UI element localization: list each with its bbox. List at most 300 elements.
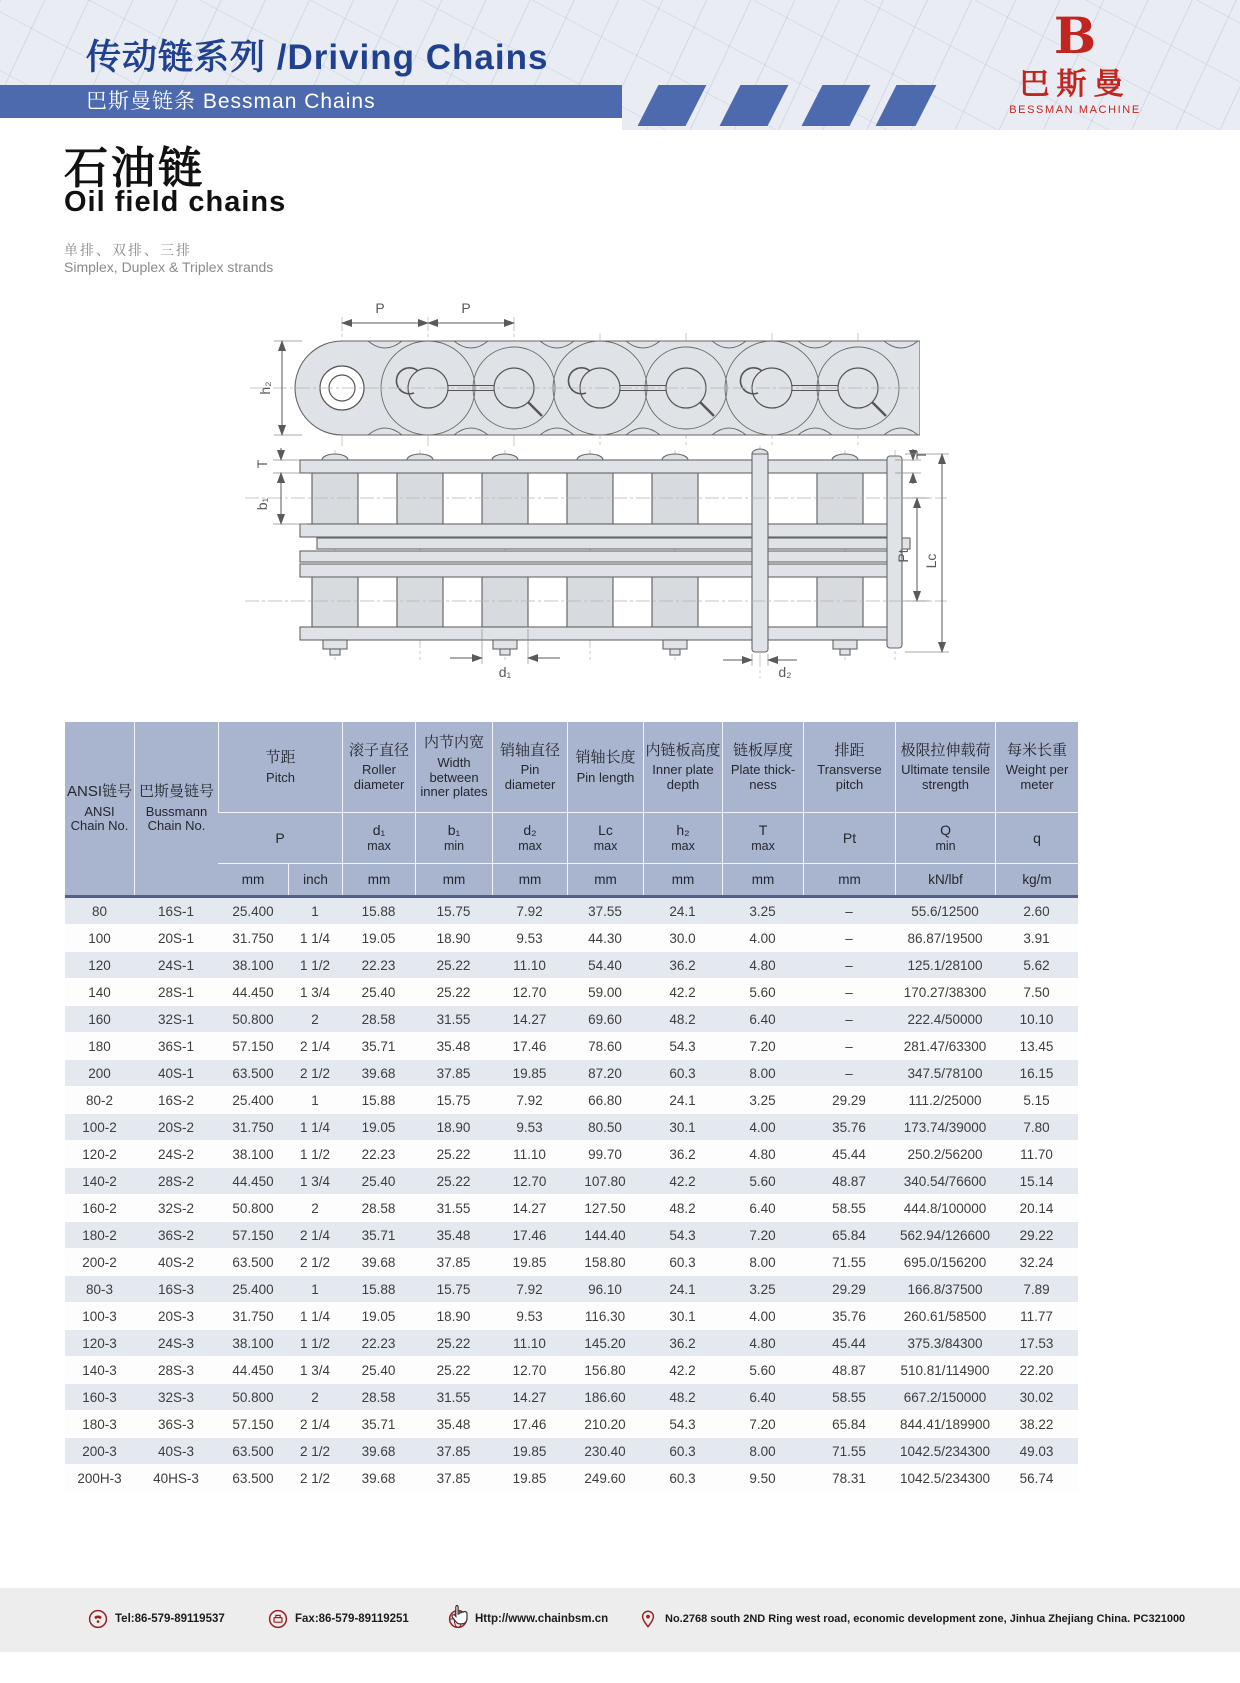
pin-dia-zh: 销轴直径	[500, 741, 561, 759]
table-cell: 28S-1	[134, 979, 218, 1006]
col-header-bussmann-en: Bussmann Chain No.	[145, 803, 208, 834]
table-cell: 17.46	[492, 1411, 567, 1438]
table-cell: 25.40	[342, 979, 415, 1006]
table-cell: 54.3	[643, 1222, 722, 1249]
table-cell: 66.80	[567, 1087, 643, 1114]
table-row	[65, 1222, 1078, 1249]
pitch-en: Pitch	[266, 769, 295, 785]
table-cell: 16S-3	[134, 1276, 218, 1303]
table-cell: 160-3	[65, 1384, 134, 1411]
table-cell: 20S-1	[134, 925, 218, 952]
table-cell: 45.44	[803, 1141, 895, 1168]
table-cell: 24.1	[643, 1276, 722, 1303]
table-cell: 30.1	[643, 1303, 722, 1330]
table-cell: 160	[65, 1006, 134, 1033]
dim-label-b1: b₁	[254, 497, 270, 511]
dim-label-h2: h₂	[257, 381, 273, 395]
table-cell: 667.2/150000	[895, 1384, 995, 1411]
symbol-pt: Pt	[803, 812, 895, 863]
table-cell: 7.92	[492, 895, 567, 925]
dim-label-lc: Lc	[923, 553, 939, 569]
table-cell: 54.3	[643, 1411, 722, 1438]
table-cell: 18.90	[415, 1114, 492, 1141]
table-row	[65, 1168, 1078, 1195]
table-cell: 7.20	[722, 1411, 803, 1438]
footer-tel	[88, 1609, 225, 1629]
table-cell: 222.4/50000	[895, 1006, 995, 1033]
table-cell: 63.500	[218, 1249, 288, 1276]
table-cell: 11.10	[492, 1330, 567, 1357]
table-cell: 1 1/4	[288, 925, 342, 952]
table-cell: 96.10	[567, 1276, 643, 1303]
table-cell: 19.85	[492, 1060, 567, 1087]
table-cell: 2	[288, 1195, 342, 1222]
table-cell: 31.750	[218, 1303, 288, 1330]
table-cell: 50.800	[218, 1384, 288, 1411]
table-cell: 9.50	[722, 1465, 803, 1492]
table-cell: 3.25	[722, 895, 803, 925]
unit-h2: mm	[643, 863, 722, 895]
table-cell: 31.55	[415, 1006, 492, 1033]
table-cell: 32S-2	[134, 1195, 218, 1222]
table-row	[65, 1384, 1078, 1411]
table-cell: 100-3	[65, 1303, 134, 1330]
dim-label-t-left: T	[254, 459, 270, 469]
table-cell: 7.20	[722, 1222, 803, 1249]
tensile-zh: 极限拉伸载荷	[900, 741, 991, 759]
table-cell: 375.3/84300	[895, 1330, 995, 1357]
table-cell: 24S-2	[134, 1141, 218, 1168]
table-cell: 127.50	[567, 1195, 643, 1222]
table-cell: 4.80	[722, 952, 803, 979]
table-cell: 31.750	[218, 1114, 288, 1141]
table-cell: 24S-1	[134, 952, 218, 979]
table-cell: 80.50	[567, 1114, 643, 1141]
table-cell: 260.61/58500	[895, 1303, 995, 1330]
unit-lc: mm	[567, 863, 643, 895]
table-cell: 2.60	[995, 895, 1078, 925]
table-cell: 31.55	[415, 1195, 492, 1222]
symbol-lc: Lc max	[567, 812, 643, 863]
table-cell: 11.77	[995, 1303, 1078, 1330]
table-cell: 1	[288, 895, 342, 925]
table-row	[65, 925, 1078, 952]
table-cell: 25.22	[415, 1357, 492, 1384]
table-cell: –	[803, 979, 895, 1006]
table-cell: 12.70	[492, 979, 567, 1006]
table-cell: 510.81/114900	[895, 1357, 995, 1384]
table-cell: 42.2	[643, 979, 722, 1006]
symbol-d2: d₂ max	[492, 812, 567, 863]
table-cell: 1 1/4	[288, 1303, 342, 1330]
table-cell: 36.2	[643, 1330, 722, 1357]
table-row	[65, 1303, 1078, 1330]
table-cell: 54.40	[567, 952, 643, 979]
table-cell: 36S-3	[134, 1411, 218, 1438]
table-cell: 1 3/4	[288, 1168, 342, 1195]
table-cell: 50.800	[218, 1006, 288, 1033]
table-cell: 58.55	[803, 1384, 895, 1411]
table-cell: 107.80	[567, 1168, 643, 1195]
table-cell: 17.53	[995, 1330, 1078, 1357]
table-cell: 80-2	[65, 1087, 134, 1114]
table-cell: 35.76	[803, 1303, 895, 1330]
table-cell: 25.400	[218, 1276, 288, 1303]
table-cell: 29.29	[803, 1087, 895, 1114]
table-cell: 30.0	[643, 925, 722, 952]
table-cell: 31.750	[218, 925, 288, 952]
table-cell: 5.60	[722, 979, 803, 1006]
table-cell: 14.27	[492, 1006, 567, 1033]
table-cell: 2 1/2	[288, 1249, 342, 1276]
table-cell: 7.92	[492, 1276, 567, 1303]
table-cell: 80-3	[65, 1276, 134, 1303]
spec-table-body	[65, 895, 1078, 1492]
dim-label-pt: Pt	[895, 549, 911, 563]
table-cell: 63.500	[218, 1438, 288, 1465]
footer-fax	[268, 1609, 409, 1629]
table-cell: 36S-1	[134, 1033, 218, 1060]
symbol-d1: d₁ max	[342, 812, 415, 863]
table-cell: 2 1/2	[288, 1438, 342, 1465]
table-cell: 2 1/2	[288, 1465, 342, 1492]
weight-en: Weight per meter	[1005, 762, 1069, 792]
pin-length-zh: 销轴长度	[575, 748, 636, 766]
footer-fax-text: Fax:86-579-89119251	[295, 1613, 409, 1625]
table-cell: 250.2/56200	[895, 1141, 995, 1168]
table-cell: 42.2	[643, 1168, 722, 1195]
table-cell: 15.75	[415, 1276, 492, 1303]
table-cell: 35.71	[342, 1033, 415, 1060]
table-cell: 69.60	[567, 1006, 643, 1033]
table-cell: 140-3	[65, 1357, 134, 1384]
table-cell: 7.92	[492, 1087, 567, 1114]
logo-monogram-icon: B	[1053, 6, 1097, 65]
footer-bar	[0, 1588, 1240, 1652]
table-cell: 11.10	[492, 1141, 567, 1168]
symbol-h2: h₂ max	[643, 812, 722, 863]
roller-dia-zh: 滚子直径	[349, 741, 410, 759]
table-row	[65, 1006, 1078, 1033]
table-cell: 140-2	[65, 1168, 134, 1195]
col-header-pin-dia	[492, 722, 567, 812]
symbol-p: P	[218, 812, 342, 863]
table-cell: 22.23	[342, 952, 415, 979]
unit-b1: mm	[415, 863, 492, 895]
logo-name-en: BESSMAN MACHINE	[1009, 104, 1141, 116]
table-cell: 20S-3	[134, 1303, 218, 1330]
table-cell: 2 1/4	[288, 1033, 342, 1060]
table-cell: 180-2	[65, 1222, 134, 1249]
table-row	[65, 895, 1078, 925]
table-cell: 39.68	[342, 1438, 415, 1465]
table-cell: 22.23	[342, 1141, 415, 1168]
col-header-pitch	[218, 722, 342, 812]
table-cell: 145.20	[567, 1330, 643, 1357]
table-cell: 44.450	[218, 1168, 288, 1195]
table-row	[65, 979, 1078, 1006]
table-cell: 24S-3	[134, 1330, 218, 1357]
series-title-zh: 传动链系列	[86, 38, 267, 77]
dim-label-t-right: T	[913, 450, 929, 460]
col-header-tensile	[895, 722, 995, 812]
table-cell: 19.85	[492, 1249, 567, 1276]
table-cell: 173.74/39000	[895, 1114, 995, 1141]
footer-web-link[interactable]: Http://www.chainbsm.cn	[475, 1613, 609, 1625]
table-cell: 158.80	[567, 1249, 643, 1276]
subtitle-zh: 单排、双排、三排	[64, 242, 192, 258]
table-cell: 2	[288, 1006, 342, 1033]
table-cell: 15.88	[342, 1276, 415, 1303]
banner-stripe	[638, 85, 707, 126]
col-header-ansi-zh: ANSI链号	[66, 783, 132, 801]
unit-d1: mm	[342, 863, 415, 895]
table-cell: 40S-1	[134, 1060, 218, 1087]
table-cell: 16S-2	[134, 1087, 218, 1114]
table-cell: 17.46	[492, 1222, 567, 1249]
table-cell: 35.71	[342, 1411, 415, 1438]
table-cell: 7.20	[722, 1033, 803, 1060]
banner-stripe	[720, 85, 789, 126]
table-cell: 28.58	[342, 1195, 415, 1222]
table-row	[65, 1087, 1078, 1114]
table-cell: 38.100	[218, 952, 288, 979]
transverse-pitch-zh: 排距	[834, 741, 865, 759]
table-cell: 80	[65, 895, 134, 925]
table-cell: 63.500	[218, 1465, 288, 1492]
table-cell: 10.10	[995, 1006, 1078, 1033]
table-cell: 14.27	[492, 1384, 567, 1411]
mouse-cursor	[449, 1604, 471, 1628]
table-cell: 39.68	[342, 1249, 415, 1276]
table-cell: 25.22	[415, 1330, 492, 1357]
table-cell: 20S-2	[134, 1114, 218, 1141]
table-cell: 28S-3	[134, 1357, 218, 1384]
table-cell: 3.25	[722, 1276, 803, 1303]
table-cell: 12.70	[492, 1357, 567, 1384]
table-row	[65, 1141, 1078, 1168]
header-names-row	[65, 722, 1078, 812]
table-cell: –	[803, 1060, 895, 1087]
footer-tel-text: Tel:86-579-89119537	[115, 1613, 225, 1625]
pitch-zh: 节距	[265, 748, 296, 766]
table-cell: 35.48	[415, 1033, 492, 1060]
table-cell: 37.85	[415, 1438, 492, 1465]
table-cell: 57.150	[218, 1411, 288, 1438]
table-cell: 40HS-3	[134, 1465, 218, 1492]
pin-dia-en: Pin diameter	[504, 762, 556, 792]
table-cell: 30.02	[995, 1384, 1078, 1411]
unit-pt: mm	[803, 863, 895, 895]
table-cell: 65.84	[803, 1411, 895, 1438]
table-cell: 186.60	[567, 1384, 643, 1411]
chain-plan-view-drawing	[245, 446, 955, 682]
unit-t: mm	[722, 863, 803, 895]
table-row	[65, 1060, 1078, 1087]
col-header-ansi-en: ANSI Chain No.	[70, 803, 129, 834]
table-cell: –	[803, 895, 895, 925]
table-cell: 28.58	[342, 1006, 415, 1033]
col-header-pin-length	[567, 722, 643, 812]
unit-p-inch: inch	[288, 863, 342, 895]
table-row	[65, 1330, 1078, 1357]
table-cell: 38.22	[995, 1411, 1078, 1438]
table-cell: 695.0/156200	[895, 1249, 995, 1276]
table-cell: 25.22	[415, 1141, 492, 1168]
table-cell: 20.14	[995, 1195, 1078, 1222]
col-header-bussmann	[134, 722, 218, 895]
table-cell: 2 1/2	[288, 1060, 342, 1087]
table-cell: 25.22	[415, 979, 492, 1006]
table-cell: 87.20	[567, 1060, 643, 1087]
table-cell: 249.60	[567, 1465, 643, 1492]
table-cell: 25.22	[415, 1168, 492, 1195]
table-cell: 25.40	[342, 1168, 415, 1195]
symbol-q: q	[995, 812, 1078, 863]
table-cell: 78.60	[567, 1033, 643, 1060]
table-cell: 15.75	[415, 1087, 492, 1114]
table-cell: 19.05	[342, 1114, 415, 1141]
banner-spacer	[0, 118, 622, 130]
table-cell: 5.15	[995, 1087, 1078, 1114]
table-cell: 7.80	[995, 1114, 1078, 1141]
table-cell: 25.400	[218, 895, 288, 925]
table-cell: 6.40	[722, 1195, 803, 1222]
table-cell: 1 3/4	[288, 979, 342, 1006]
table-cell: 24.1	[643, 895, 722, 925]
table-cell: 35.71	[342, 1222, 415, 1249]
table-cell: 200-3	[65, 1438, 134, 1465]
dim-label-d1: d₁	[498, 664, 512, 680]
plate-thickness-en: Plate thick-ness	[730, 762, 796, 792]
table-cell: 48.2	[643, 1006, 722, 1033]
table-cell: 200	[65, 1060, 134, 1087]
plate-depth-zh: 内链板高度	[645, 741, 721, 759]
table-cell: 844.41/189900	[895, 1411, 995, 1438]
table-cell: 4.00	[722, 1114, 803, 1141]
subtitle-en: Simplex, Duplex & Triplex strands	[64, 259, 274, 275]
table-cell: 59.00	[567, 979, 643, 1006]
table-cell: 2 1/4	[288, 1222, 342, 1249]
weight-zh: 每米长重	[1007, 741, 1068, 759]
logo-name-zh: 巴斯曼	[1019, 68, 1131, 101]
table-cell: 11.10	[492, 952, 567, 979]
table-row	[65, 1438, 1078, 1465]
table-cell: 125.1/28100	[895, 952, 995, 979]
col-header-plate-depth	[643, 722, 722, 812]
table-cell: 58.55	[803, 1195, 895, 1222]
table-cell: 16.15	[995, 1060, 1078, 1087]
page-title-en: Oil field chains	[64, 186, 287, 218]
table-cell: 1 1/2	[288, 952, 342, 979]
table-cell: 8.00	[722, 1438, 803, 1465]
banner-stripe	[802, 85, 871, 126]
table-cell: 60.3	[643, 1465, 722, 1492]
table-cell: 1 1/4	[288, 1114, 342, 1141]
table-cell: 4.80	[722, 1141, 803, 1168]
table-cell: 44.450	[218, 979, 288, 1006]
dim-label-d2: d₂	[778, 664, 792, 680]
table-cell: 1	[288, 1087, 342, 1114]
col-header-weight	[995, 722, 1078, 812]
table-cell: 180-3	[65, 1411, 134, 1438]
table-cell: 116.30	[567, 1303, 643, 1330]
table-row	[65, 1249, 1078, 1276]
chain-side-view-drawing	[250, 293, 920, 451]
table-cell: 120-2	[65, 1141, 134, 1168]
table-cell: 65.84	[803, 1222, 895, 1249]
table-cell: 18.90	[415, 925, 492, 952]
table-cell: 31.55	[415, 1384, 492, 1411]
table-cell: 55.6/12500	[895, 895, 995, 925]
table-cell: 3.25	[722, 1087, 803, 1114]
table-cell: 562.94/126600	[895, 1222, 995, 1249]
table-cell: 63.500	[218, 1060, 288, 1087]
table-cell: 50.800	[218, 1195, 288, 1222]
table-cell: 1	[288, 1276, 342, 1303]
table-cell: 40S-2	[134, 1249, 218, 1276]
table-cell: 6.40	[722, 1384, 803, 1411]
unit-p-mm: mm	[218, 863, 288, 895]
col-header-inner-width	[415, 722, 492, 812]
table-cell: 37.85	[415, 1060, 492, 1087]
table-cell: 12.70	[492, 1168, 567, 1195]
col-header-transverse-pitch	[803, 722, 895, 812]
table-cell: 9.53	[492, 1114, 567, 1141]
spec-table-header	[65, 722, 1078, 895]
table-cell: 25.22	[415, 952, 492, 979]
sub-banner-label: 巴斯曼链条 Bessman Chains	[86, 90, 376, 113]
table-cell: 48.87	[803, 1168, 895, 1195]
table-cell: 48.87	[803, 1357, 895, 1384]
table-cell: 166.8/37500	[895, 1276, 995, 1303]
table-cell: 86.87/19500	[895, 925, 995, 952]
table-row	[65, 1411, 1078, 1438]
table-cell: 1042.5/234300	[895, 1465, 995, 1492]
table-cell: 281.47/63300	[895, 1033, 995, 1060]
table-cell: –	[803, 925, 895, 952]
table-row	[65, 1465, 1078, 1492]
table-cell: 60.3	[643, 1060, 722, 1087]
table-row	[65, 1114, 1078, 1141]
table-cell: 28.58	[342, 1384, 415, 1411]
unit-weight: kg/m	[995, 863, 1078, 895]
sub-banner	[0, 85, 622, 118]
table-cell: 37.85	[415, 1249, 492, 1276]
series-title-en: /Driving Chains	[266, 38, 549, 77]
table-cell: 230.40	[567, 1438, 643, 1465]
table-cell: 120	[65, 952, 134, 979]
table-cell: 16S-1	[134, 895, 218, 925]
table-cell: 25.40	[342, 1357, 415, 1384]
col-header-roller-dia	[342, 722, 415, 812]
table-cell: 71.55	[803, 1249, 895, 1276]
table-cell: 36S-2	[134, 1222, 218, 1249]
table-cell: 210.20	[567, 1411, 643, 1438]
pin-length-en: Pin length	[576, 769, 635, 785]
table-cell: 44.450	[218, 1357, 288, 1384]
footer-web[interactable]	[448, 1609, 608, 1629]
footer-address-text: No.2768 south 2ND Ring west road, economic development zone, Jinhua Zhejiang China. PC321000	[665, 1613, 1186, 1625]
table-cell: 48.2	[643, 1195, 722, 1222]
footer-address	[638, 1609, 1185, 1629]
inner-width-zh: 内节内宽	[424, 734, 485, 752]
table-cell: 32.24	[995, 1249, 1078, 1276]
table-cell: 32S-1	[134, 1006, 218, 1033]
table-cell: 19.05	[342, 925, 415, 952]
table-cell: 32S-3	[134, 1384, 218, 1411]
banner-stripe	[876, 85, 937, 126]
